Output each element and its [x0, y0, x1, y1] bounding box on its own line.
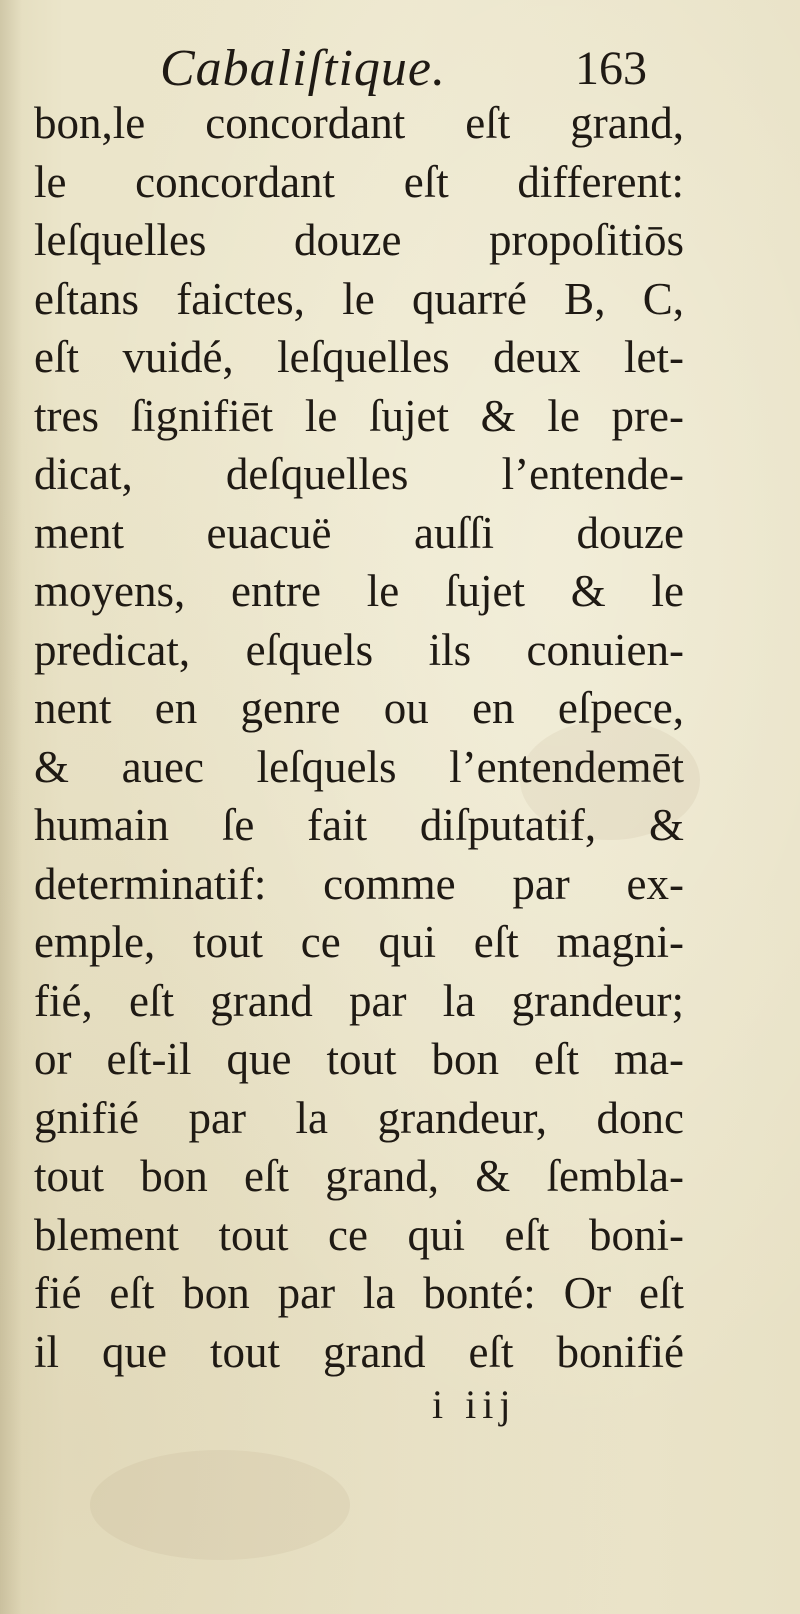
signature-mark: i iij — [432, 1382, 517, 1427]
text-line: fié, eſt grand par la grandeur; — [34, 975, 684, 1026]
text-line: gnifié par la grandeur, donc — [34, 1092, 684, 1143]
text-line: tout bon eſt grand, & ſembla- — [34, 1151, 684, 1201]
text-line: & auec leſquels l’entendemēt — [34, 741, 684, 792]
text-line: nent en genre ou en eſpece, — [34, 683, 684, 733]
running-title: Cabaliſtique. — [160, 40, 446, 97]
body-text — [34, 94, 684, 1381]
text-line: le concordant eſt different: — [34, 156, 684, 207]
page-gutter-shadow — [0, 0, 22, 1614]
text-line: ment euacuë auſſi douze — [34, 507, 684, 558]
text-line: moyens, entre le ſujet & le — [34, 566, 684, 616]
text-line: humain ſe fait diſputatif, & — [34, 800, 684, 850]
text-line: predicat, eſquels ils conuien- — [34, 624, 684, 675]
text-line: eſtans faictes, le quarré B, C, — [34, 273, 684, 324]
text-line: tres ſignifiēt le ſujet & le pre- — [34, 390, 684, 441]
text-line: or eſt-il que tout bon eſt ma- — [34, 1034, 684, 1084]
text-line: blement tout ce qui eſt boni- — [34, 1209, 684, 1260]
text-line: eſt vuidé, leſquelles deux let- — [34, 332, 684, 382]
text-line: leſquelles douze propoſitiōs — [34, 215, 684, 265]
text-line: dicat, deſquelles l’entende- — [34, 449, 684, 499]
page-number: 163 — [575, 42, 647, 95]
text-line: determinatif: comme par ex- — [34, 858, 684, 909]
text-line: il que tout grand eſt bonifié — [34, 1326, 684, 1377]
text-line: emple, tout ce qui eſt magni- — [34, 917, 684, 967]
paper-stain — [90, 1450, 350, 1560]
text-line: fié eſt bon par la bonté: Or eſt — [34, 1268, 684, 1318]
text-line: bon,le concordant eſt grand, — [34, 98, 684, 148]
